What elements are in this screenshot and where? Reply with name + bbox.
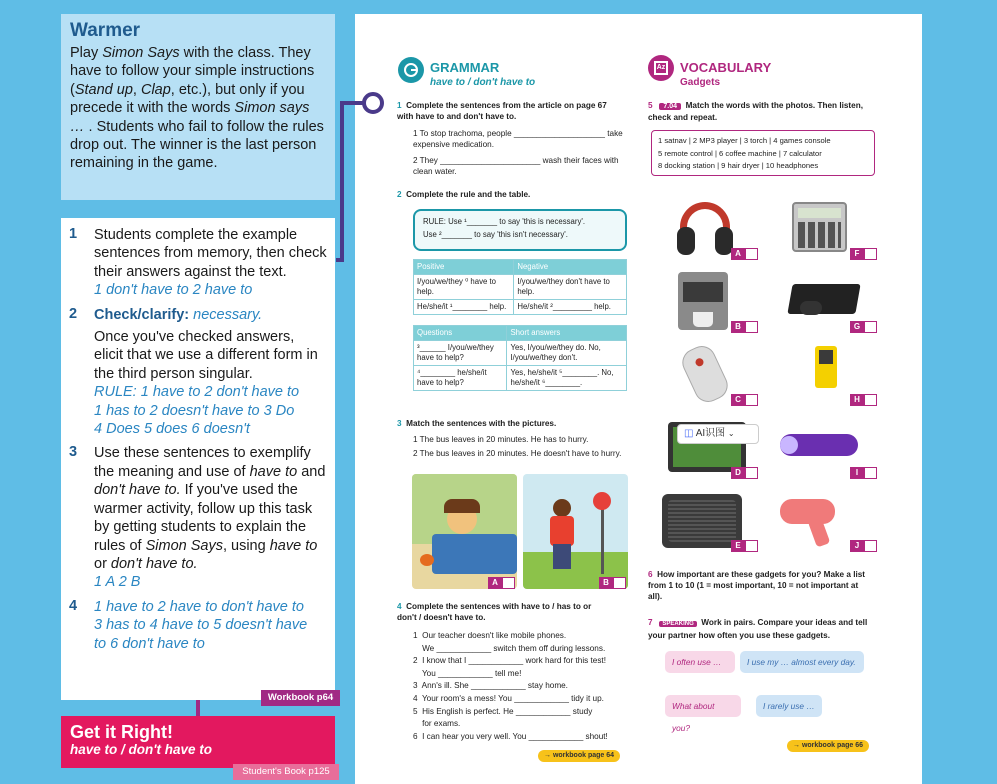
grammar-q3-item-2: 2 The bus leaves in 20 minutes. He doesn't have to hurry. (413, 449, 622, 458)
photo-label: D (731, 467, 745, 479)
photo-label: H (850, 394, 864, 406)
torch-photo (780, 434, 858, 456)
grammar-q2: 2 Complete the rule and the table. (397, 190, 531, 199)
note-answer: 1 has to 2 doesn't have to 3 Do (94, 402, 295, 419)
vocabulary-subtitle: Gadgets (680, 77, 721, 88)
photo-label: G (850, 321, 864, 333)
answer-box[interactable] (864, 248, 877, 260)
coffee-machine-photo (678, 272, 728, 330)
warmer-text-part: . Students who fail to follow the rules drop out. The winner is the last person remaining in the game. (70, 118, 324, 172)
speech-bubble: I use my … almost every day. (740, 651, 864, 673)
teacher-note (69, 306, 327, 439)
teacher-note (69, 444, 327, 591)
teacher-note (69, 598, 327, 653)
note-number: 2 (69, 305, 78, 322)
remote-control-photo (678, 341, 732, 406)
questions-table (413, 325, 627, 391)
note-answer: 1 have to 2 have to don't have to (94, 598, 304, 615)
answer-box[interactable] (745, 540, 758, 552)
get-it-right-box (61, 716, 335, 768)
photo-label: I (850, 467, 864, 479)
warmer-text-part: Simon says … (70, 100, 310, 135)
note-answer: 3 has to 4 have to 5 doesn't have (94, 617, 308, 634)
note-body: Students complete the example sentences from memory, then check their answers against the text. 1 don't have to 2 have to (94, 227, 327, 299)
speaking-badge: SPEAKING (659, 621, 696, 627)
rule-line-1: RULE: Use ¹_______ to say 'this is necessary'. (423, 217, 586, 226)
headphones-photo (675, 202, 735, 257)
ai-icon: ◫ (684, 428, 694, 439)
warmer-text-part: Simon Says (102, 45, 180, 61)
table-header: Questions (414, 326, 507, 341)
photo-label: A (731, 248, 745, 260)
note-answer: 1 A 2 B (94, 574, 141, 591)
vocabulary-title: VOCABULARY (680, 60, 772, 75)
speech-bubble: I rarely use … (756, 695, 822, 717)
warmer-text-part: , etc.), but only if you precede it with the words (70, 81, 305, 117)
answer-box[interactable] (864, 321, 877, 333)
answer-box[interactable] (745, 467, 758, 479)
table-cell: He/she/it ²_________ help. (514, 300, 627, 315)
warmer-box (61, 14, 335, 200)
chevron-down-icon: ⌄ (727, 429, 735, 438)
grammar-q1-item-1: 1 To stop trachoma, people ____________________ take expensive medication. (413, 129, 623, 149)
photo-label: F (850, 248, 864, 260)
speech-bubble: I often use … (665, 651, 735, 673)
answer-box-a[interactable] (502, 577, 515, 589)
vocab-q5: 5 7.04 Match the words with the photos. Then listen, check and repeat. (648, 101, 863, 122)
grammar-q4-items: 1 Our teacher doesn't like mobile phones. We ____________ switch them off during lessons. 2 I know that I ____________ work hard for this test! You ____________ tell me! 3 Ann's ill. She ____________ stay home. 4 Your room's a mess! You ____________ tidy it up. 5 His English is perfect. He ____________ study for exams. 6 I can hear you very well. You ____________ shout! (413, 631, 608, 741)
table-header: Positive (414, 260, 514, 275)
word-box-line: 8 docking station | 9 hair dryer | 10 headphones (658, 161, 819, 170)
grammar-q3-item-1: 1 The bus leaves in 20 minutes. He has to hurry. (413, 435, 589, 444)
note-body: Use these sentences to exemplify the meaning and use of have to and don't have to. If you've used the warmer activity, follow up this task by getting students to explain the rules of Simon Says, using have to or don't have to. 1 A 2 B (94, 445, 326, 591)
note-answer: 1 don't have to 2 have to (94, 282, 253, 299)
warmer-text-part: Clap (140, 81, 171, 98)
photo-label: C (731, 394, 745, 406)
word-box-line: 5 remote control | 6 coffee machine | 7 calculator (658, 148, 822, 158)
warmer-text (70, 44, 326, 173)
word-box-line: 1 satnav | 2 MP3 player | 3 torch | 4 games console (658, 136, 831, 145)
hair-dryer-photo (780, 494, 850, 549)
photo-label: B (731, 321, 745, 333)
warmer-text-part: , (132, 81, 141, 98)
table-cell: I/you/we/they don't have to help. (514, 275, 627, 300)
grammar-subtitle: have to / don't have to (430, 77, 536, 88)
answer-box[interactable] (745, 394, 758, 406)
answer-box-b[interactable] (613, 577, 626, 589)
warmer-text-part: Play (70, 45, 103, 61)
positive-negative-table (413, 259, 627, 315)
note-number: 3 (69, 444, 78, 461)
teacher-notes (61, 218, 335, 700)
games-console-photo (790, 276, 858, 321)
table-cell: He/she/it ¹________ help. (414, 300, 514, 315)
rule-box (413, 209, 627, 251)
ai-button-label: AI识图 (695, 428, 726, 439)
picture-a-bedroom (412, 474, 517, 589)
vocabulary-icon: Az (648, 55, 674, 81)
connector-circle (362, 92, 384, 114)
grammar-q1: 1 Complete the sentences from the article on page 67 with have to and don't have to. (397, 101, 607, 121)
word-box (651, 130, 875, 176)
table-header: Short answers (507, 326, 627, 341)
note-number: 4 (69, 597, 78, 614)
answer-box[interactable] (864, 467, 877, 479)
vocab-q7: 7 SPEAKING Work in pairs. Compare your ideas and tell your partner how often you use these gadgets. (648, 618, 868, 640)
vocab-q6: 6 How important are these gadgets for you? Make a list from 1 to 10 (1 = most important, 10 = not important at all). (648, 570, 866, 601)
note-answer: RULE: 1 have to 2 don't have to (94, 384, 300, 401)
note-answer: to 6 don't have to (94, 635, 205, 652)
table-cell: ⁴________ he/she/it have to help? (414, 366, 507, 391)
speech-bubble: What about you? (665, 695, 741, 717)
ai-recognize-button[interactable] (677, 424, 759, 444)
connector-line (340, 103, 344, 261)
picture-label: B (599, 577, 613, 589)
warmer-text-part: with the class. They have to follow your simple instructions ( (70, 45, 315, 98)
student-book-page (355, 14, 922, 784)
note-answer: 4 Does 5 does 6 doesn't (94, 421, 250, 438)
table-header: Negative (514, 260, 627, 275)
photo-label: E (731, 540, 745, 552)
answer-box[interactable] (745, 248, 758, 260)
grammar-q3: 3 Match the sentences with the pictures. (397, 419, 557, 428)
teacher-note (69, 226, 327, 300)
warmer-title: Warmer (70, 20, 141, 41)
answer-box[interactable] (864, 394, 877, 406)
grammar-q4: 4 Complete the sentences with have to / has to or don't / doesn't have to. (397, 602, 592, 622)
mp3-player-photo (815, 346, 837, 388)
table-cell: ³______ I/you/we/they have to help? (414, 341, 507, 366)
table-cell: I/you/we/they ⁰ have to help. (414, 275, 514, 300)
note-body: Check/clarify: necessary. Once you've checked answers, elicit that we use a different form in the third person singular. RULE: 1 have to 2 don't have to 1 has to 2 doesn't have to 3 Do 4 Does 5 does 6 doesn't (94, 306, 327, 439)
students-book-tag[interactable]: Student's Book p125 (233, 764, 339, 780)
warmer-text-part: Stand up (74, 81, 133, 98)
grammar-title: GRAMMAR (430, 60, 500, 75)
picture-b-bus-stop (523, 474, 628, 589)
get-it-right-title: Get it Right! (70, 722, 173, 742)
picture-label: A (488, 577, 502, 589)
audio-track-badge[interactable]: 7.04 (659, 103, 681, 110)
photo-label: J (850, 540, 864, 552)
docking-station-photo (662, 494, 742, 548)
calculator-photo (792, 202, 847, 252)
grammar-q1-item-2: 2 They ______________________ wash their faces with clean water. (413, 156, 619, 176)
rule-line-2: Use ²_______ to say 'this isn't necessary'. (423, 230, 568, 239)
table-cell: Yes, I/you/we/they do. No, I/you/we/they don't. (507, 341, 627, 366)
answer-box[interactable] (864, 540, 877, 552)
grammar-icon (398, 57, 424, 83)
workbook-tag[interactable]: Workbook p64 (261, 690, 340, 706)
table-cell: Yes, he/she/it ⁵________. No, he/she/it ⁶________. (507, 366, 627, 391)
workbook-page-66-tag[interactable]: → workbook page 66 (787, 740, 869, 752)
note-number: 1 (69, 226, 78, 242)
workbook-page-64-tag[interactable]: → workbook page 64 (538, 750, 620, 762)
get-it-right-subtitle: have to / don't have to (70, 742, 212, 757)
answer-box[interactable] (745, 321, 758, 333)
note-body (94, 598, 327, 653)
